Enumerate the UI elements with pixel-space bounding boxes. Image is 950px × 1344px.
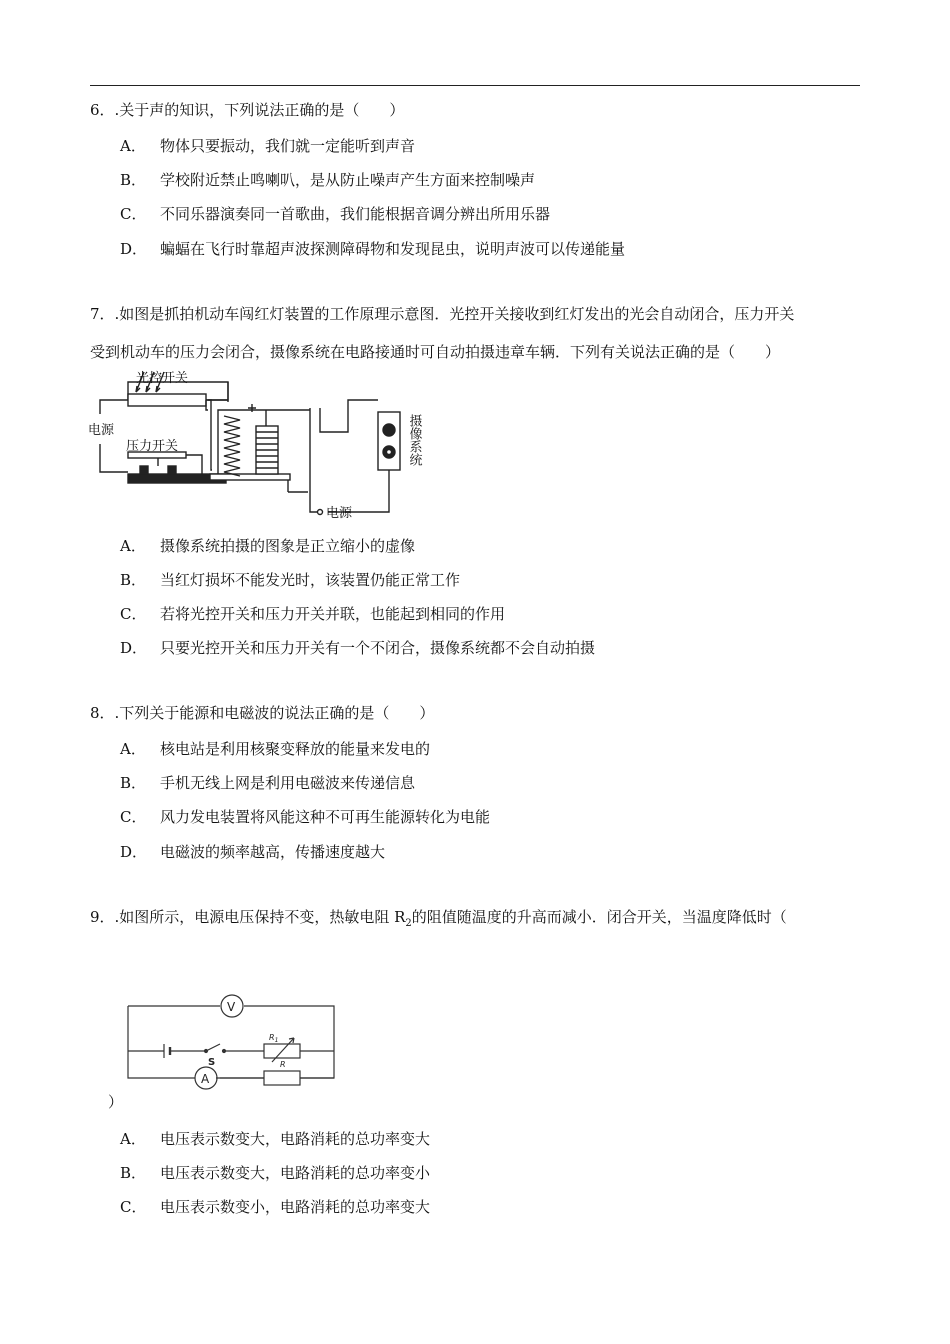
option-text: 电磁波的频率越高，传播速度越大: [160, 843, 386, 861]
option-text: 若将光控开关和压力开关并联，也能起到相同的作用: [160, 605, 506, 623]
option-text: 摄像系统拍摄的图象是正立缩小的虚像: [160, 537, 416, 555]
question-9-stem-pre: 9．.如图所示，电源电压保持不变，热敏电阻 R: [90, 908, 406, 926]
option-text: 手机无线上网是利用电磁波来传递信息: [160, 774, 416, 792]
light-switch-label: 光控开关: [136, 371, 189, 386]
question-7-option-a[interactable]: [120, 535, 860, 556]
question-6-stem: 6．.关于声的知识，下列说法正确的是（ ）: [90, 101, 405, 119]
header-rule: [90, 85, 860, 86]
question-7-stem-line2: 受到机动车的压力会闭合，摄像系统在电路接通时可自动拍摄违章车辆．下列有关说法正确的是（ ）: [90, 343, 781, 361]
option-text: 风力发电装置将风能这种不可再生能源转化为电能: [160, 808, 491, 826]
option-label: D．: [120, 843, 148, 861]
thermistor-circuit-diagram: [124, 994, 338, 1096]
option-text: 电压表示数变大，电路消耗的总功率变大: [160, 1130, 431, 1148]
voltmeter-label: V: [227, 1000, 236, 1014]
question-7-option-d[interactable]: [120, 637, 860, 658]
option-label: D．: [120, 639, 148, 657]
question-9-option-c[interactable]: [120, 1196, 860, 1217]
camera-system-label: 摄像系统: [406, 414, 422, 466]
option-label: A．: [120, 137, 146, 155]
question-8-option-d[interactable]: [120, 841, 860, 862]
option-text: 学校附近禁止鸣喇叭，是从防止噪声产生方面来控制噪声: [160, 171, 536, 189]
option-text: 只要光控开关和压力开关有一个不闭合，摄像系统都不会自动拍摄: [160, 639, 596, 657]
question-9-option-a[interactable]: [120, 1128, 860, 1149]
option-label: A．: [120, 1130, 146, 1148]
option-text: 蝙蝠在飞行时靠超声波探测障碍物和发现昆虫，说明声波可以传递能量: [160, 240, 626, 258]
question-7-stem-line1: 7．.如图是抓拍机动车闯红灯装置的工作原理示意图．光控开关接收到红灯发出的光会自动闭合，压力开关: [90, 305, 795, 323]
option-text: 物体只要振动，我们就一定能听到声音: [160, 137, 416, 155]
thermistor-label: [269, 1033, 278, 1044]
question-9-close-paren: ）: [108, 1093, 124, 1111]
option-label: A．: [120, 537, 146, 555]
question-9-stem-post: 的阻值随温度的升高而减小．闭合开关，当温度降低时（: [411, 908, 787, 926]
thermistor-letter: R: [269, 1033, 275, 1042]
option-text: 当红灯损坏不能发光时，该装置仍能正常工作: [160, 571, 461, 589]
option-text: 不同乐器演奏同一首歌曲，我们能根据音调分辨出所用乐器: [160, 205, 551, 223]
resistor-label: R: [280, 1060, 286, 1069]
power-source-left-label: 电源: [88, 423, 115, 438]
option-label: C．: [120, 1198, 147, 1216]
option-text: 电压表示数变大，电路消耗的总功率变小: [160, 1164, 431, 1182]
option-label: C．: [120, 808, 147, 826]
question-8-option-b[interactable]: [120, 772, 860, 793]
question-6-option-c[interactable]: [120, 203, 860, 224]
ammeter-label: A: [201, 1072, 210, 1086]
pressure-switch-label: 压力开关: [126, 439, 179, 454]
switch-label: S: [208, 1057, 216, 1068]
question-8-option-c[interactable]: [120, 806, 860, 827]
question-9-stem-subscript: 2: [405, 918, 412, 929]
question-6-option-d[interactable]: [120, 238, 860, 259]
question-8-option-a[interactable]: [120, 738, 860, 759]
option-label: B．: [120, 1164, 147, 1182]
option-text: 核电站是利用核聚变释放的能量来发电的: [160, 740, 431, 758]
option-label: C．: [120, 205, 147, 223]
question-7-option-b[interactable]: [120, 569, 860, 590]
question-9-option-b[interactable]: [120, 1162, 860, 1183]
option-label: C．: [120, 605, 147, 623]
option-label: B．: [120, 171, 147, 189]
red-light-camera-circuit-diagram: [88, 370, 438, 525]
option-label: A．: [120, 740, 146, 758]
option-label: D．: [120, 240, 148, 258]
option-text: 电压表示数变小，电路消耗的总功率变大: [160, 1198, 431, 1216]
power-source-bottom-label: 电源: [326, 506, 353, 521]
question-8-stem: 8．.下列关于能源和电磁波的说法正确的是（ ）: [90, 704, 435, 722]
thermistor-subscript: 1: [274, 1037, 279, 1044]
question-7-option-c[interactable]: [120, 603, 860, 624]
question-6-option-a[interactable]: [120, 135, 860, 156]
question-6-option-b[interactable]: [120, 169, 860, 190]
question-9-stem: [90, 900, 865, 941]
option-label: B．: [120, 571, 147, 589]
option-label: B．: [120, 774, 147, 792]
